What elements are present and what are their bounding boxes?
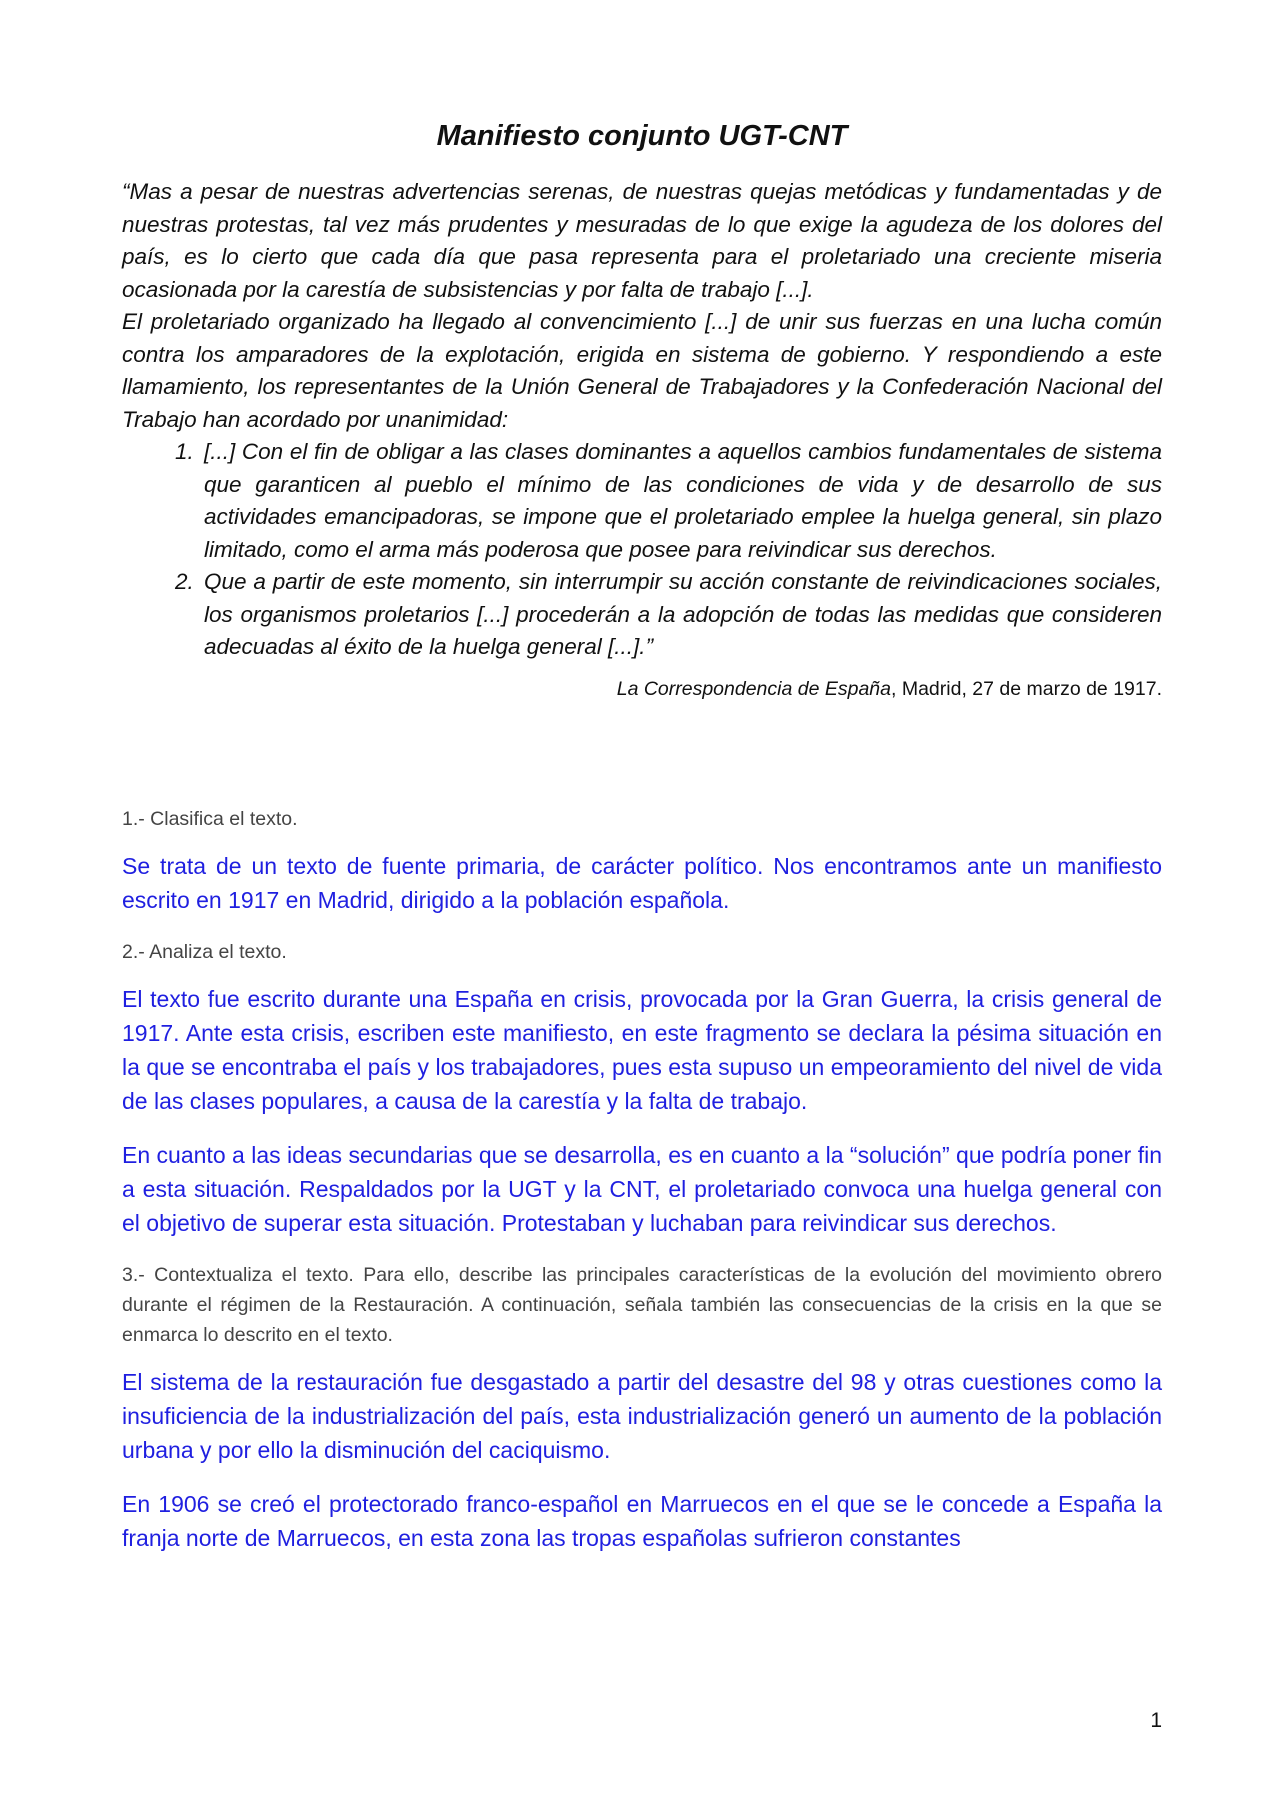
quote-paragraph-1: “Mas a pesar de nuestras advertencias serenas, de nuestras quejas metódicas y fundamentadas y de nuestras protestas, tal vez más prudentes y mesuradas de lo que exige la agudeza de los dolores del país, es lo cierto que cada día que pasa representa para el proletariado una creciente miseria ocasionada por la carestía de subsistencias y por falta de trabajo [...]. <box>122 179 1162 302</box>
quote-list-item: 2. Que a partir de este momento, sin interrumpir su acción constante de reivindicaciones sociales, los organismos proletarios [...] procederán a la adopción de todas las medidas que consideren adecuadas al éxito de la huelga general [...].” <box>200 566 1162 664</box>
question-1: 1.- Clasifica el texto. <box>122 807 298 830</box>
page-content <box>122 118 1162 1575</box>
answer-1: Se trata de un texto de fuente primaria, de carácter político. Nos encontramos ante un manifiesto escrito en 1917 en Madrid, dirigido a la población española. <box>122 852 1162 913</box>
document-title: Manifiesto conjunto UGT-CNT <box>436 120 848 152</box>
answer-2-paragraph-2: En cuanto a las ideas secundarias que se desarrolla, es en cuanto a la “solución” que podría poner fin a esta situación. Respaldados por la UGT y la CNT, el proletariado convoca una huelga general con el objetivo de superar esta situación. Protestaban y luchaban para reivindicar sus derechos. <box>122 1141 1162 1236</box>
source-details: , Madrid, 27 de marzo de 1917. <box>891 677 1162 700</box>
question-2: 2.- Analiza el texto. <box>122 940 287 963</box>
answer-2-paragraph-1: El texto fue escrito durante una España en crisis, provocada por la Gran Guerra, la crisis general de 1917. Ante esta crisis, escriben este manifiesto, en este fragmento se declara la pésima situación en la que se encontraba el país y los trabajadores, pues esta supuso un empeoramiento del nivel de vida de las clases populares, a causa de la carestía y la falta de trabajo. <box>122 985 1162 1114</box>
question-3: 3.- Contextualiza el texto. Para ello, describe las principales características de la evolución del movimiento obrero durante el régimen de la Restauración. A continuación, señala también las consecuencias de la crisis en la que se enmarca lo descrito en el texto. <box>122 1263 1162 1346</box>
answer-3-paragraph-2: En 1906 se creó el protectorado franco-español en Marruecos en el que se le concede a España la franja norte de Marruecos, en esta zona las tropas españolas sufrieron constantes <box>122 1490 1162 1551</box>
page-number: 1 <box>1150 1709 1162 1732</box>
quote-list <box>122 436 1162 664</box>
source-publication: La Correspondencia de España <box>616 677 891 700</box>
quote-list-item: 1. [...] Con el fin de obligar a las clases dominantes a aquellos cambios fundamentales de sistema que garanticen al pueblo el mínimo de las condiciones de vida y de desarrollo de sus actividades emancipadoras, se impone que el proletariado emplee la huelga general, sin plazo limitado, como el arma más poderosa que posee para reivindicar sus derechos. <box>200 436 1162 566</box>
manifesto-quote <box>122 176 1162 664</box>
quote-paragraph-2: El proletariado organizado ha llegado al convencimiento [...] de unir sus fuerzas en una lucha común contra los amparadores de la explotación, erigida en sistema de gobierno. Y respondiendo a este llamamiento, los representantes de la Unión General de Trabajadores y la Confederación Nacional del Trabajo han acordado por unanimidad: <box>122 309 1162 432</box>
answer-3-paragraph-1: El sistema de la restauración fue desgastado a partir del desastre del 98 y otras cuestiones como la insuficiencia de la industrialización del país, esta industrialización generó un aumento de la población urbana y por ello la disminución del caciquismo. <box>122 1368 1162 1463</box>
quote-source <box>122 674 1162 704</box>
